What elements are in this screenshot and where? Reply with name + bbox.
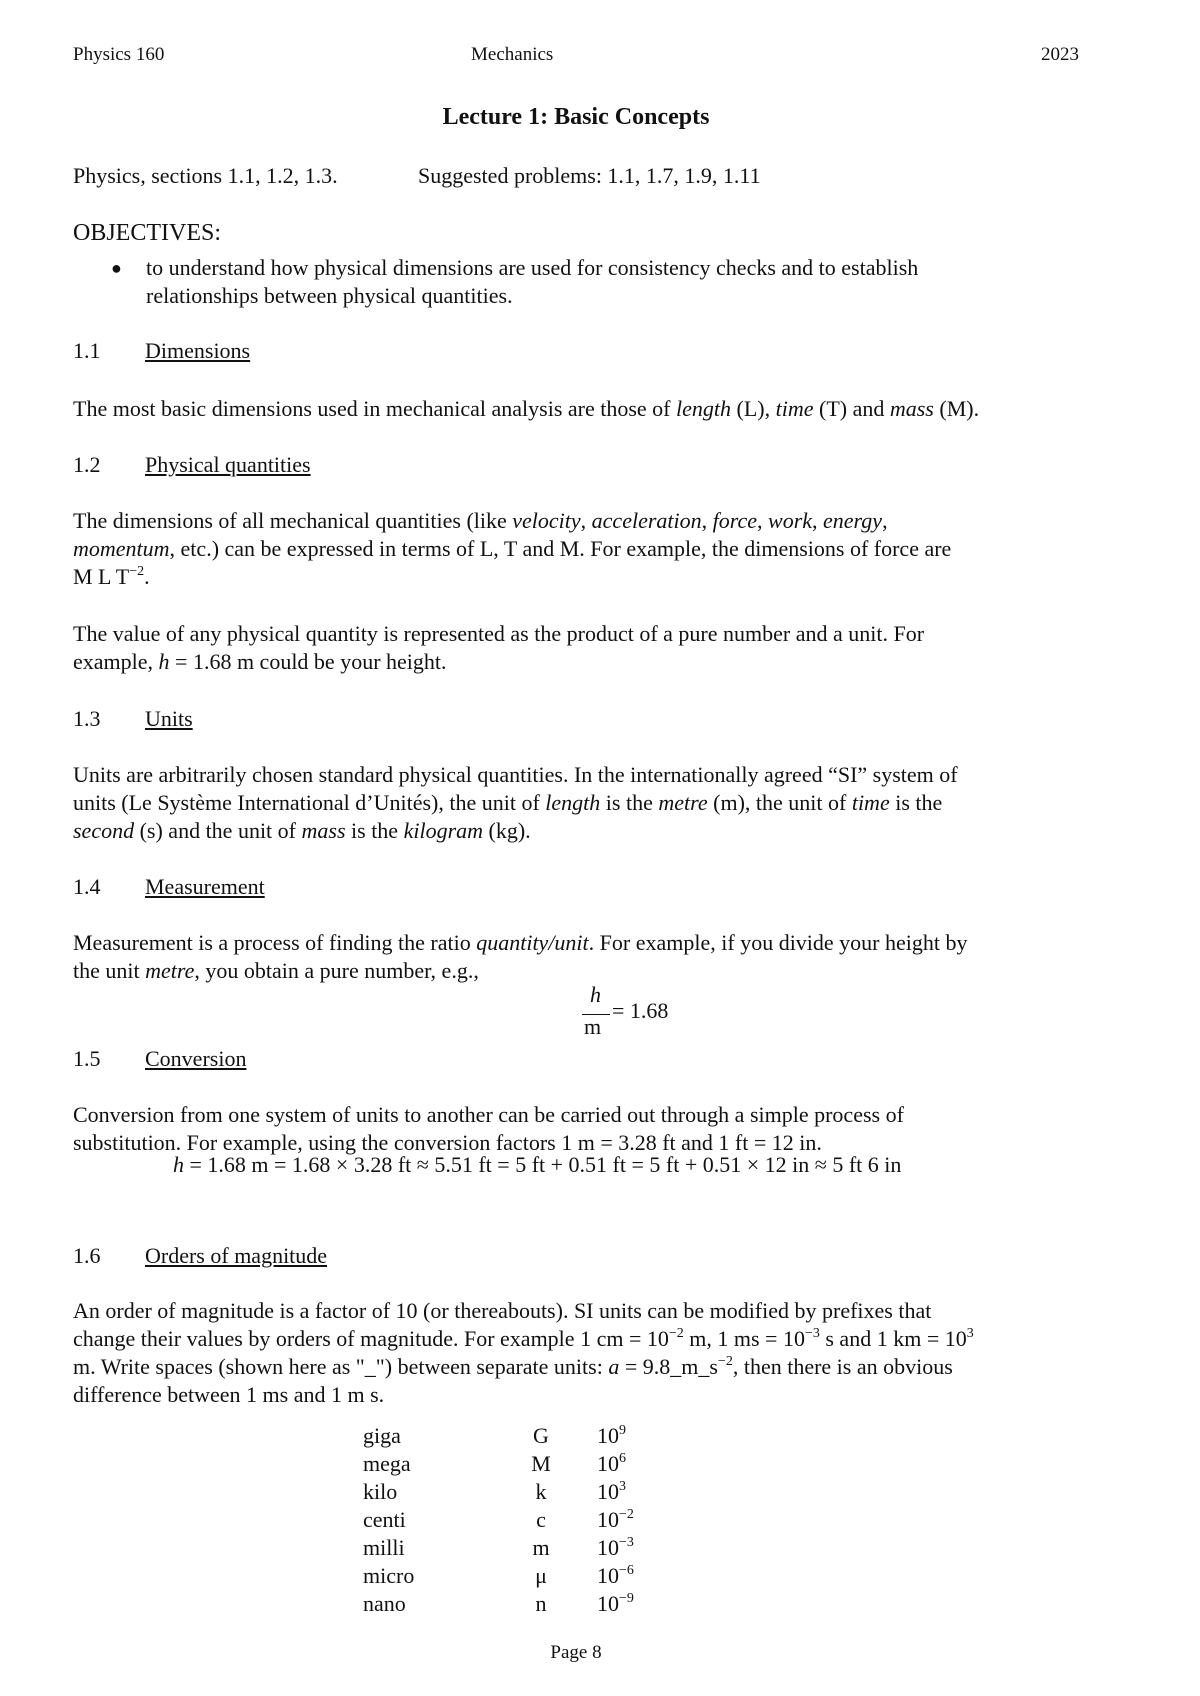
reading-sections: Physics, sections 1.1, 1.2, 1.3. [73,163,338,188]
section-heading-dimensions [73,338,250,364]
prefix-factor: $10^{-9}$ [597,1591,634,1616]
objectives-heading: OBJECTIVES: [73,220,222,246]
section-heading-measurement [73,874,265,900]
table-row [363,1506,687,1534]
prefix-symbol: c [536,1507,546,1532]
section-title: Measurement [145,874,265,899]
section-title: Orders of magnitude [145,1243,328,1268]
prefix-symbol: n [535,1591,547,1616]
prefix-factor: $10^6$ [597,1451,626,1476]
header-subject: Mechanics [471,44,554,65]
fraction-result: = 1.68 [612,998,669,1023]
section-number: 1.1 [73,338,101,363]
section-number: 1.2 [73,452,101,477]
prefix-symbol: m [532,1535,550,1560]
section-title: Physical quantities [145,452,311,477]
prefix-name: milli [363,1535,405,1560]
section-number: 1.4 [73,874,101,899]
prefix-name: centi [363,1507,406,1532]
header-course: Physics 160 [73,44,165,65]
paragraph-measurement: Measurement is a process of finding the ratio quantity/unit. For example, if you divide your height by the unit metre, you obtain a pure number, e.g., [73,930,968,983]
prefix-factor: $10^3$ [597,1479,626,1504]
fraction-numerator: h [590,982,601,1007]
si-prefix-table [363,1422,687,1618]
prefix-name: kilo [363,1479,398,1504]
prefix-factor: $10^{-3}$ [597,1535,634,1560]
table-row [363,1534,687,1562]
section-title: Dimensions [145,338,251,363]
paragraph-units: Units are arbitrarily chosen standard physical quantities. In the internationally agreed “SI” system of units (Le Système International d’Unités), the unit of length is the metre (m), the unit of time is the second (s) and the unit of mass is the kilogram (kg). [73,762,958,843]
prefix-name: giga [363,1423,401,1448]
section-heading-conversion [73,1046,246,1072]
paragraph-physical-quantities-1: The dimensions of all mechanical quantities (like velocity, acceleration, force, work, energy, momentum, etc.) can be expressed in terms of L, T and M. For example, the dimensions of force are M L $T^{-2}$. [73,508,952,589]
table-row [363,1450,687,1478]
section-title: Units [145,706,193,731]
prefix-name: mega [363,1451,411,1476]
prefix-symbol: k [535,1479,547,1504]
header-year: 2023 [1041,44,1079,65]
section-heading-physical-quantities [73,452,311,478]
objective-line-2: relationships between physical quantities. [146,283,513,308]
table-row [363,1590,687,1618]
conversion-equation: h = 1.68 m = 1.68 × 3.28 ft ≈ 5.51 ft = 5 ft + 0.51 ft = 5 ft + 0.51 × 12 in ≈ 5 ft 6 in [173,1152,902,1177]
prefix-symbol: G [533,1423,549,1448]
paragraph-dimensions: The most basic dimensions used in mechanical analysis are those of length (L), time (T) and mass (M). [73,396,980,421]
table-row [363,1422,687,1450]
section-number: 1.5 [73,1046,101,1071]
prefix-factor: $10^{-2}$ [597,1507,634,1532]
section-heading-units [73,706,193,732]
section-number: 1.6 [73,1243,101,1268]
paragraph-conversion: Conversion from one system of units to another can be carried out through a simple process of substitution. For example, using the conversion factors 1 m = 3.28 ft and 1 ft = 12 in. [73,1102,904,1155]
bullet-icon: ● [111,258,122,278]
fraction-denominator: m [584,1014,602,1039]
section-title: Conversion [145,1046,247,1071]
table-row [363,1562,687,1590]
paragraph-orders-of-magnitude: An order of magnitude is a factor of 10 (or thereabouts). SI units can be modified by prefixes that change their values by orders of magnitude. For example 1 cm = $10^{-2}$ m, 1 ms = $10^{-3}$ s and 1 km = $10^3$ m. Write spaces (shown here as "_") between separate units: $a = 9.8\_m\_s^{-2}$, then there is an obvious difference between 1 ms and 1 m s. [73,1298,974,1407]
page-number: Page 8 [550,1642,602,1663]
prefix-factor: $10^{-6}$ [597,1563,634,1588]
prefix-name: nano [363,1591,406,1616]
page-title: Lecture 1: Basic Concepts [442,104,710,130]
section-heading-orders-of-magnitude [73,1243,327,1269]
section-number: 1.3 [73,706,101,731]
prefix-symbol: M [531,1451,551,1476]
prefix-symbol: μ [535,1563,547,1588]
objective-line-1: to understand how physical dimensions are used for consistency checks and to establish [146,255,919,280]
suggested-problems: Suggested problems: 1.1, 1.7, 1.9, 1.11 [418,163,761,188]
paragraph-physical-quantities-2: The value of any physical quantity is represented as the product of a pure number and a unit. For example, h = 1.68 m could be your height. [73,621,925,674]
prefix-factor: $10^9$ [597,1423,626,1448]
table-row [363,1478,687,1506]
prefix-name: micro [363,1563,415,1588]
